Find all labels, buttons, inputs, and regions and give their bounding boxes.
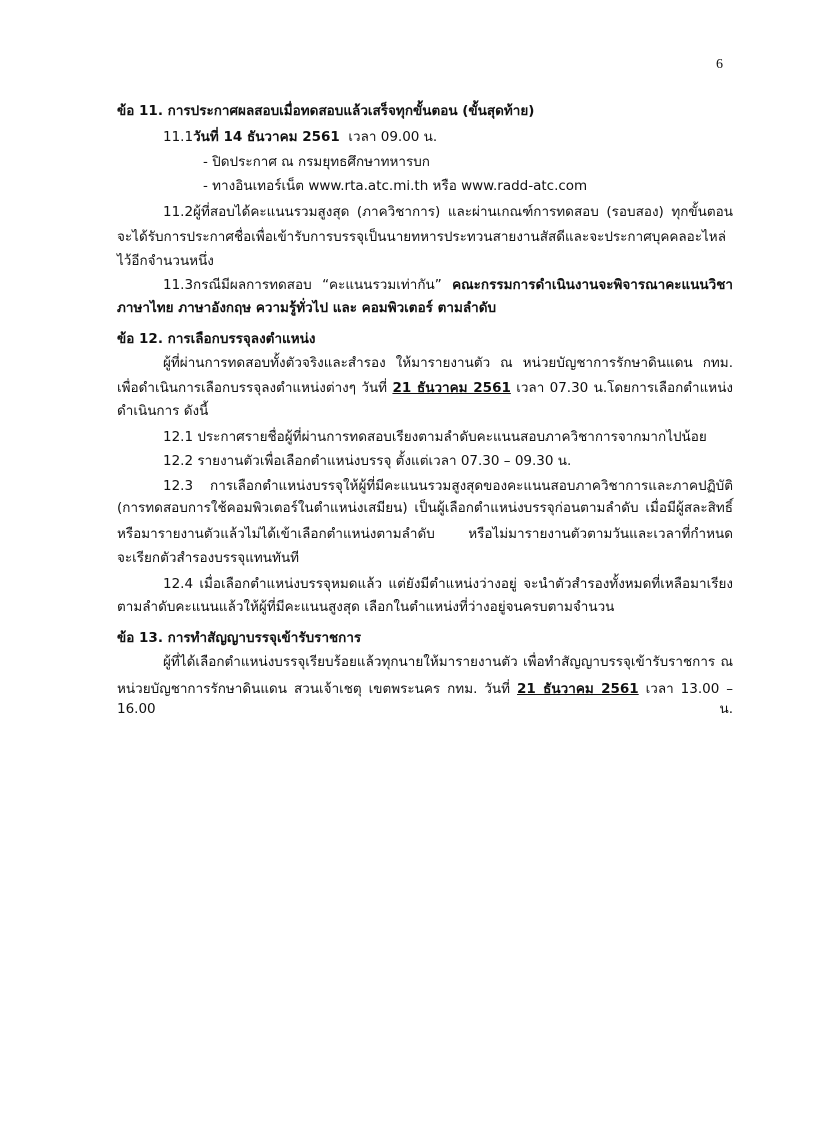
section-13-line: ผู้ที่ได้เลือกตำแหน่งบรรจุเรียบร้อยแล้วทุกนายให้มารายงานตัว เพื่อทำสัญญาบรรจุเข้ารับราชการ ณ [163, 654, 733, 670]
section-12-3-line: (การทดสอบการใช้คอมพิวเตอร์ในตำแหน่งเสมียน) เป็นผู้เลือกตำแหน่งบรรจุก่อนตามลำดับ เมื่อมีผู้สละสิทธิ์ [117, 500, 733, 516]
section-11-1 [163, 127, 733, 147]
section-12-3-line: 12.3 การเลือกตำแหน่งบรรจุให้ผู้ที่มีคะแนนรวมสูงสุดของคะแนนสอบภาควิชาการและภาคปฏิบัติ [163, 478, 733, 494]
section-12-2: 12.2 รายงานตัวเพื่อเลือกตำแหน่งบรรจุ ตั้งแต่เวลา 07.30 – 09.30 น. [163, 453, 572, 469]
section-12-1: 12.1 ประกาศรายชื่อผู้ที่ผ่านการทดสอบเรียงตามลำดับคะแนนสอบภาควิชาการจากมากไปน้อย [163, 429, 707, 445]
section-12-intro-line: ผู้ที่ผ่านการทดสอบทั้งตัวจริงและสำรอง ให้มารายงานตัว ณ หน่วยบัญชาการรักษาดินแดน กทม. [163, 355, 733, 371]
contract-time: เวลา 13.00 – 16.00 น. [117, 681, 734, 717]
section-11-2-line: ไว้อีกจำนวนหนึ่ง [117, 253, 214, 269]
section-11-3-line [163, 275, 733, 295]
section-11-2-line: 11.2ผู้ที่สอบได้คะแนนรวมสูงสุด (ภาควิชาการ) และผ่านเกณฑ์การทดสอบ (รอบสอง) ทุกขั้นตอน [163, 204, 733, 220]
announce-time: เวลา 09.00 น. [348, 129, 438, 145]
intro-text: เวลา 07.30 น.โดยการเลือกตำแหน่ง [516, 380, 734, 396]
bullet-internet: - ทางอินเทอร์เน็ต www.rta.atc.mi.th หรือ www.radd-atc.com [203, 178, 588, 194]
section-12-4-line: ตามลำดับคะแนนแล้วให้ผู้ที่มีคะแนนสูงสุด เลือกในตำแหน่งที่ว่างอยู่จนครบตามจำนวน [117, 599, 615, 615]
intro-text: เพื่อดำเนินการเลือกบรรจุลงตำแหน่งต่างๆ วันที่ [117, 380, 388, 396]
section-11-heading: ข้อ 11. การประกาศผลสอบเมื่อทดสอบแล้วเสร็จทุกขั้นตอน (ขั้นสุดท้าย) [117, 103, 535, 119]
contract-text: หน่วยบัญชาการรักษาดินแดน สวนเจ้าเชตุ เขตพระนคร กทม. วันที่ [117, 681, 511, 697]
section-12-heading: ข้อ 12. การเลือกบรรจุลงตำแหน่ง [117, 331, 316, 347]
section-12-3-line: หรือมารายงานตัวแล้วไม่ได้เข้าเลือกตำแหน่งตามลำดับ หรือไม่มารายงานตัวตามวันและเวลาที่กำหนด [117, 526, 733, 542]
announce-date: วันที่ 14 ธันวาคม 2561 [193, 129, 340, 145]
committee-text: คณะกรรมการดำเนินงานจะพิจารณาคะแนนวิชา [452, 277, 733, 293]
bullet-posting: - ปิดประกาศ ณ กรมยุทธศึกษาทหารบก [203, 154, 430, 170]
item-number: 11.1 [163, 129, 194, 145]
section-11-3-line: ภาษาไทย ภาษาอังกฤษ ความรู้ทั่วไป และ คอมพิวเตอร์ ตามลำดับ [117, 300, 497, 316]
page-number: 6 [716, 57, 723, 72]
section-13-line [117, 679, 734, 717]
selection-date: 21 ธันวาคม 2561 [392, 380, 511, 396]
section-12-intro-line: ดำเนินการ ดังนี้ [117, 403, 209, 419]
section-11-2-line: จะได้รับการประกาศชื่อเพื่อเข้ารับการบรรจุเป็นนายทหารประทวนสายงานสัสดีและจะประกาศบุคคลอะไหล่ [117, 229, 726, 245]
section-12-intro-line [117, 378, 733, 398]
section-13-heading: ข้อ 13. การทำสัญญาบรรจุเข้ารับราชการ [117, 630, 362, 646]
section-12-3-line: จะเรียกตัวสำรองบรรจุแทนทันที [117, 550, 300, 566]
contract-date: 21 ธันวาคม 2561 [517, 681, 639, 697]
tie-score-text: 11.3กรณีมีผลการทดสอบ “คะแนนรวมเท่ากัน” [163, 277, 442, 293]
section-12-4-line: 12.4 เมื่อเลือกตำแหน่งบรรจุหมดแล้ว แต่ยังมีตำแหน่งว่างอยู่ จะนำตัวสำรองทั้งหมดที่เหลือมาเรียง [163, 576, 733, 592]
